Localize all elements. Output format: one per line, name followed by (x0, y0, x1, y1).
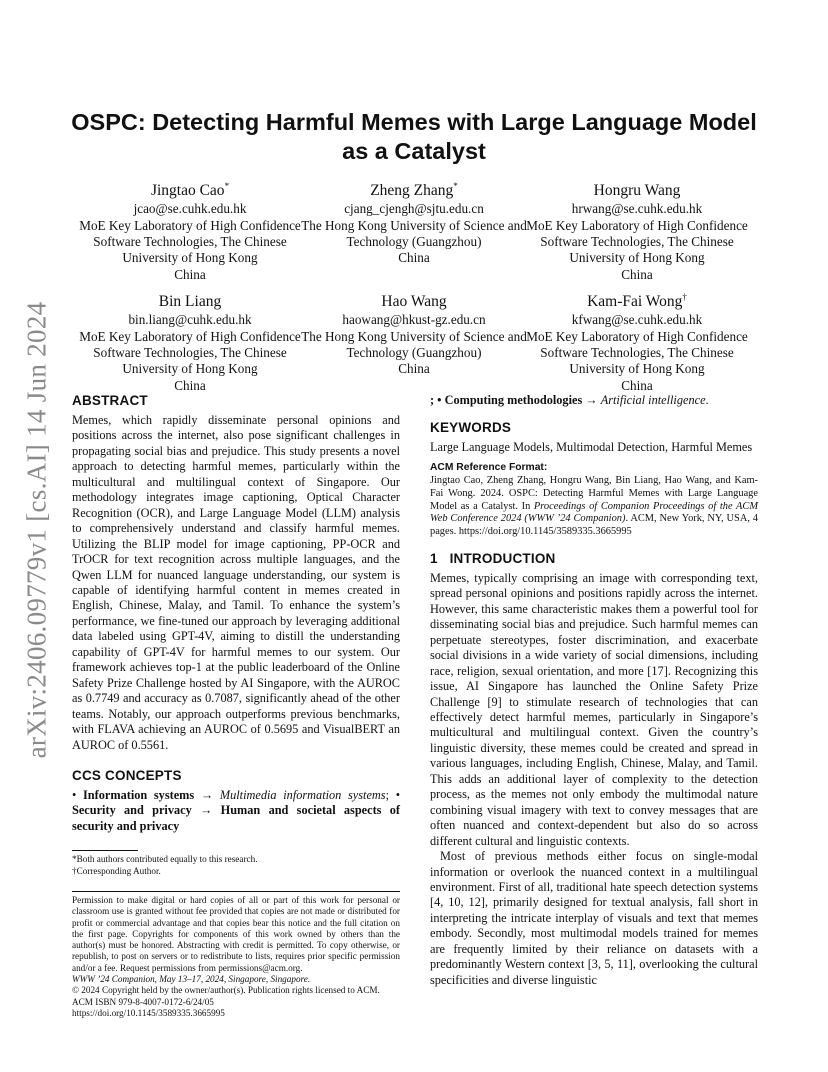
author-affiliation: MoE Key Laboratory of High Confidence Software Technologies, The Chinese University of Hong Kong (79, 217, 301, 266)
abstract-text: Memes, which rapidly disseminate personal opinions and positions across the internet, also pose significant challenges in propagating social bias and prejudice. This study presents a novel approach to detecting harmful memes, particularly within the multicultural and multilingual context of Singapore. Our methodology integrates image captioning, Optical Character Recognition (OCR), and Large Language Model (LLM) analysis to comprehensively understand and classify harmful memes. Utilizing the BLIP model for image captioning, PP-OCR and TrOCR for text recognition across multiple languages, and the Qwen LLM for nuanced language understanding, our system is capable of identifying harmful content in memes created in English, Chinese, Malay, and Tamil. To enhance the system’s performance, we fine-tuned our approach by leveraging additional data labeled using GPT-4V, aiming to distill the understanding capability of GPT-4V for harmful memes to our system. Our framework achieves top-1 at the public leaderboard of the Online Safety Prize Challenge hosted by AI Singapore, with the AUROC as 0.7749 and accuracy as 0.7087, significantly ahead of the other teams. Notably, our approach outperforms previous benchmarks, with FLAVA achieving an AUROC of 0.5695 and VisualBERT an AUROC of 0.5561. (72, 413, 400, 752)
author-name: Bin Liang (158, 293, 222, 311)
author-block (65, 176, 315, 283)
copyright-line: © 2024 Copyright held by the owner/author(s). Publication rights licensed to ACM. (72, 985, 380, 996)
permission-rule (72, 891, 400, 892)
author-name: Zheng Zhang* (370, 181, 458, 200)
left-column (72, 393, 400, 1019)
introduction-heading: 1 INTRODUCTION (430, 550, 556, 566)
author-country: China (174, 377, 206, 393)
isbn-line: ACM ISBN 979-8-4007-0172-6/24/05 (72, 996, 214, 1007)
ccs-concepts: • Information systems → Multimedia information systems; • Security and privacy → Human and societal aspects of security and privacy (72, 787, 401, 833)
paper-title: OSPC: Detecting Harmful Memes with Large Language Model as a Catalyst (71, 109, 757, 164)
author-block (289, 176, 539, 267)
intro-paragraph-1: Memes, typically comprising an image with corresponding text, spread personal opinions and positions rapidly across the internet. However, this same characteristic makes them a powerful tool for disseminating social bias and prejudice. Such harmful memes can perpetuate stereotypes, foster discrimination, and exacerbate social divisions in a wide variety of social dimensions, including race, religion, sexual orientation, and more [17]. Recognizing this issue, AI Singapore has launched the Online Safety Prize Challenge [9] to stimulate research of technologies that can effectively detect harmful memes, particularly in Singapore’s multicultural and multilingual context. Given the country’s linguistic diversity, these memes could be created and spread in various languages, including English, Chinese, Malay, and Tamil. This adds an additional layer of complexity to the detection process, as the memes not only embody the multimodal nature combining visual imagery with text to convey messages that are often nuanced and context-dependent but also do so across different cultural and linguistic contexts. (430, 570, 758, 848)
arxiv-identifier: arXiv:2406.09779v1 [cs.AI] 14 Jun 2024 (21, 301, 52, 759)
author-email: cjang_cjengh@sjtu.edu.cn (344, 201, 484, 217)
intro-paragraph-2: Most of previous methods either focus on single-modal information or overlook the nuanced context in a multilingual environment. First of all, traditional hate speech detection systems [4, 10, 12], primarily designed for textual analysis, fall short in interpreting the intricate interplay of visuals and text that memes embody. Secondly, most multimodal models trained for memes are frequently limited by their reliance on datasets with a predominantly Western context [3, 5, 11], overlooking the cultural specificities and diverse linguistic (430, 849, 758, 987)
conference-info: WWW ’24 Companion, May 13–17, 2024, Singapore, Singapore. (72, 974, 311, 984)
author-country: China (174, 266, 206, 282)
footnote-corresponding: †Corresponding Author. (72, 865, 161, 876)
author-affiliation: The Hong Kong University of Science and Technology (Guangzhou) (301, 328, 527, 360)
footnote-equal: *Both authors contributed equally to this research. (72, 854, 258, 865)
ccs-heading: CCS CONCEPTS (72, 767, 182, 783)
reference-citation: Jingtao Cao, Zheng Zhang, Hongru Wang, Bin Liang, Hao Wang, and Kam-Fai Wong. 2024. OSPC: Detecting Harmful Memes with Large Language Model as a Catalyst. In Proceedings of Companion Proceedings of the ACM Web Conference 2024 (WWW ’24 Companion). ACM, New York, NY, USA, 4 pages. https://doi.org/10.1145/3589335.3665995 (430, 474, 758, 538)
keywords-text: Large Language Models, Multimodal Detection, Harmful Memes (430, 440, 753, 455)
permission-notice: Permission to make digital or hard copies of all or part of this work for personal or classroom use is granted without fee provided that copies are not made or distributed for profit or commercial advantage and that copies bear this notice and the full citation on the first page. Copyrights for components of this work owned by others than the author(s) must be honored. Abstracting with credit is permitted. To copy otherwise, or republish, to post on servers or to redistribute to lists, requires prior specific permission and/or a fee. Request permissions from permissions@acm.org. (72, 894, 400, 973)
footnote-rule (72, 850, 138, 851)
doi-line: https://doi.org/10.1145/3589335.3665995 (72, 1007, 225, 1018)
author-affiliation: The Hong Kong University of Science and Technology (Guangzhou) (301, 217, 527, 249)
author-email: hrwang@se.cuhk.edu.hk (571, 201, 703, 217)
author-email: haowang@hkust-gz.edu.cn (342, 312, 486, 328)
author-affiliation: MoE Key Laboratory of High Confidence Software Technologies, The Chinese University of Hong Kong (79, 328, 301, 377)
abstract-heading: ABSTRACT (72, 393, 148, 408)
author-country: China (398, 361, 430, 377)
author-name: Hongru Wang (593, 182, 681, 200)
right-column (430, 393, 758, 988)
author-affiliation: MoE Key Laboratory of High Confidence Software Technologies, The Chinese University of Hong Kong (526, 217, 748, 266)
author-block (65, 287, 315, 394)
keywords-heading: KEYWORDS (430, 420, 512, 436)
author-country: China (621, 377, 653, 393)
author-email: kfwang@se.cuhk.edu.hk (571, 312, 703, 328)
author-email: jcao@se.cuhk.edu.hk (133, 201, 247, 217)
author-block (512, 287, 762, 394)
author-block (512, 176, 762, 283)
author-affiliation: MoE Key Laboratory of High Confidence Software Technologies, The Chinese University of Hong Kong (526, 328, 748, 377)
reference-heading: ACM Reference Format: (430, 461, 548, 473)
ccs-concepts-continued: ; • Computing methodologies → Artificial intelligence. (430, 393, 709, 407)
author-country: China (621, 266, 653, 282)
author-email: bin.liang@cuhk.edu.hk (128, 312, 252, 328)
author-name: Jingtao Cao* (150, 181, 230, 200)
author-name: Kam-Fai Wong† (587, 292, 687, 311)
arxiv-sidebar (20, 300, 54, 760)
author-country: China (398, 250, 430, 266)
author-name: Hao Wang (381, 293, 447, 311)
author-block (289, 287, 539, 378)
